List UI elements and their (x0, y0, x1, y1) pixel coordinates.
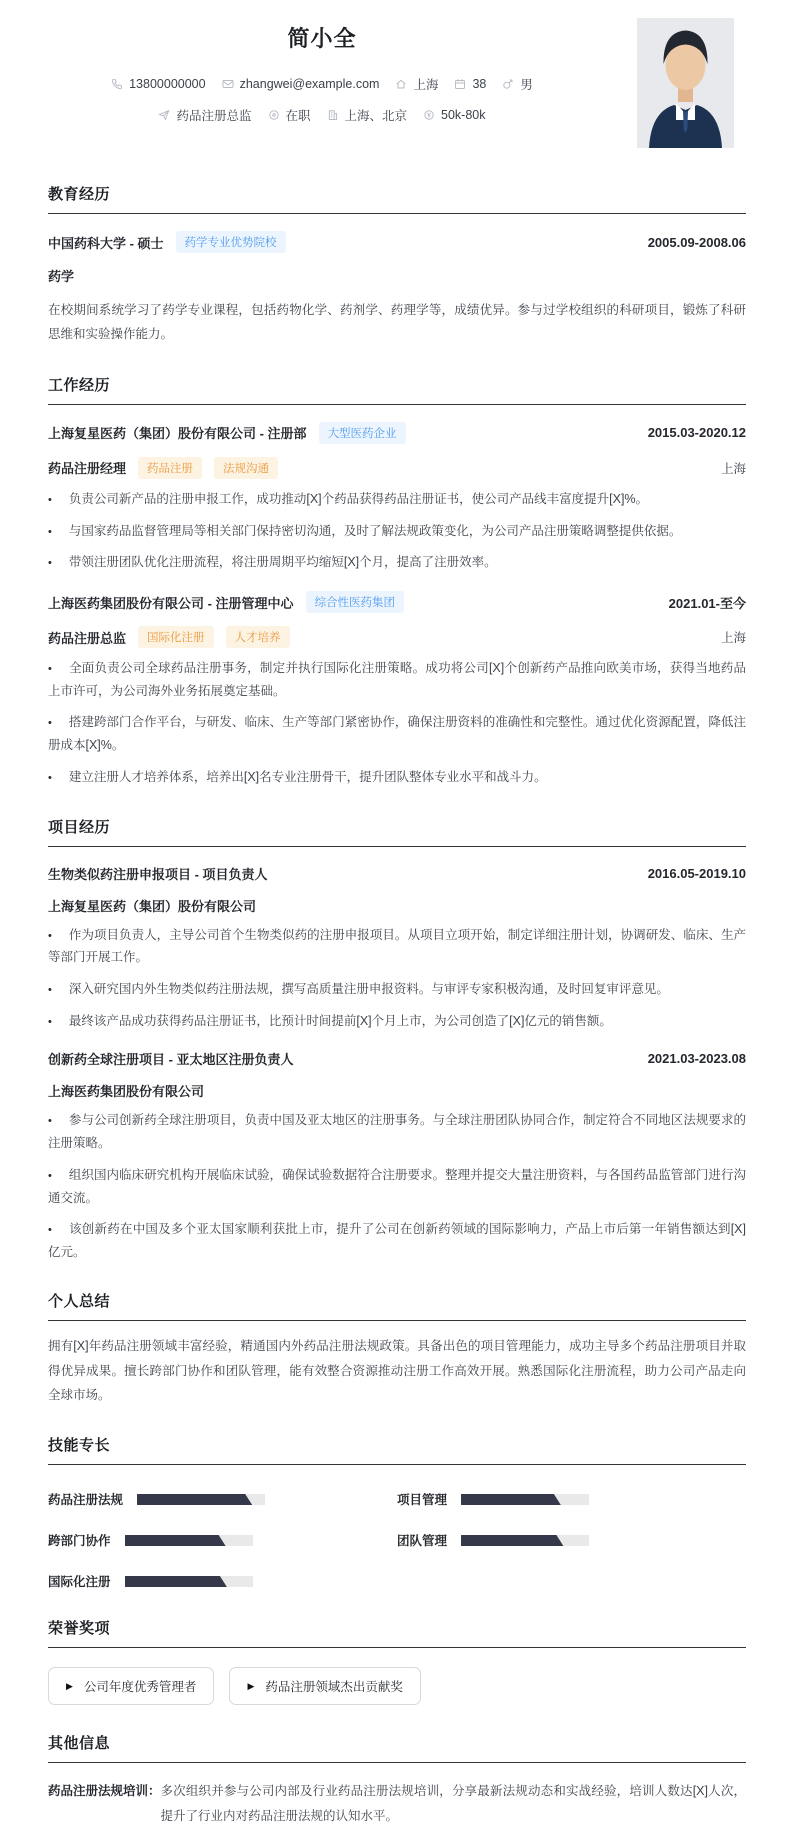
position-icon (158, 109, 170, 121)
bullet-dot-icon: • (48, 663, 52, 676)
honor-chip (229, 1667, 420, 1705)
project-name: 创新药全球注册项目 - 亚太地区注册负责人 (48, 1052, 294, 1068)
work-bullet: • 建立注册人才培养体系，培养出[X]名专业注册骨干，提升团队整体专业水平和战斗力。 (48, 769, 547, 784)
company-name: 上海医药集团股份有限公司 - 注册管理中心 (48, 595, 294, 611)
project-item (48, 864, 746, 1033)
other-label: 药品注册法规培训： (48, 1784, 161, 1799)
salary-value: 50k-80k (441, 108, 486, 122)
skills-right-column (397, 1467, 746, 1590)
work-bullet: • 带领注册团队优化注册流程，将注册周期平均缩短[X]个月，提高了注册效率。 (48, 555, 497, 570)
company-badge: 综合性医药集团 (306, 591, 405, 613)
work-bullet: • 搭建跨部门合作平台，与研发、临床、生产等部门紧密协作，确保注册资料的准确性和完整性。通过优化资源配置，降低注册成本[X]%。 (48, 715, 746, 753)
bullet-dot-icon: • (48, 493, 52, 506)
age-value: 38 (472, 77, 487, 91)
profile-photo (637, 18, 734, 148)
bullet-dot-icon: • (48, 1115, 52, 1128)
position-value: 药品注册总监 (176, 109, 252, 123)
skill-bar-fill (137, 1494, 252, 1505)
phone-icon (111, 78, 123, 90)
education-title: 教育经历 (48, 183, 746, 214)
contact-gender (502, 75, 533, 93)
projects-title: 项目经历 (48, 816, 746, 847)
contact-row-1 (48, 75, 596, 93)
bullet-dot-icon: • (48, 1015, 52, 1028)
bullet-dot-icon: • (48, 983, 52, 996)
gender-value: 男 (520, 78, 533, 92)
skill-bar (461, 1494, 589, 1505)
job-role: 药品注册经理 (48, 461, 127, 477)
work-date: 2021.01-至今 (668, 595, 746, 611)
bullet-dot-icon: • (48, 1224, 52, 1237)
resume-header (48, 8, 746, 156)
skill-bar-fill (125, 1535, 226, 1546)
contact-target-cities (327, 106, 408, 124)
section-projects (48, 816, 746, 1264)
job-tag: 人才培养 (226, 626, 290, 648)
status-value: 在职 (285, 109, 311, 123)
skill-item (48, 1490, 397, 1508)
section-skills (48, 1434, 746, 1590)
work-bullet: • 负责公司新产品的注册申报工作，成功推动[X]个药品获得药品注册证书，使公司产品线丰富度提升[X]%。 (48, 491, 649, 506)
work-item (48, 591, 746, 788)
skills-left-column (48, 1467, 397, 1590)
project-bullet: • 深入研究国内外生物类似药注册法规，撰写高质量注册申报资料。与审评专家积极沟通，及时回复审评意见。 (48, 981, 669, 996)
school-name: 中国药科大学 - 硕士 (48, 235, 164, 251)
school-badge: 药学专业优势院校 (176, 231, 286, 253)
skill-label: 国际化注册 (48, 1575, 111, 1590)
work-bullet: • 全面负责公司全球药品注册事务，制定并执行国际化注册策略。成功将公司[X]个创新药产品推向欧美市场，获得当地药品上市许可，为公司海外业务拓展奠定基础。 (48, 661, 746, 698)
gender-icon (502, 78, 514, 90)
summary-title: 个人总结 (48, 1290, 746, 1321)
contact-position (158, 106, 251, 124)
bullet-dot-icon: • (48, 557, 52, 570)
project-company: 上海复星医药（集团）股份有限公司 (48, 898, 257, 914)
bullet-dot-icon: • (48, 717, 52, 730)
contact-email (222, 77, 380, 91)
skill-label: 药品注册法规 (48, 1493, 124, 1508)
salary-icon (423, 109, 435, 121)
project-bullet: • 参与公司创新药全球注册项目，负责中国及亚太地区的注册事务。与全球注册团队协同合作，制定符合不同地区法规要求的注册策略。 (48, 1113, 746, 1151)
other-title: 其他信息 (48, 1732, 746, 1763)
skill-bar (137, 1494, 265, 1505)
bullet-dot-icon: • (48, 1169, 52, 1182)
summary-text: 拥有[X]年药品注册领域丰富经验，精通国内外药品注册法规政策。具备出色的项目管理能力，成功主导多个药品注册项目并取得优异成果。擅长跨部门协作和团队管理，能有效整合资源推动注册工作高效开展。熟悉国际化注册流程，助力公司产品走向全球市场。 (48, 1339, 746, 1403)
skill-bar (125, 1576, 253, 1587)
skill-label: 项目管理 (397, 1493, 448, 1508)
skill-item (397, 1490, 746, 1508)
section-other (48, 1732, 746, 1828)
project-date: 2016.05-2019.10 (647, 865, 746, 881)
project-bullet: • 该创新药在中国及多个亚太国家顺利获批上市，提升了公司在创新药领域的国际影响力，产品上市后第一年销售额达到[X]亿元。 (48, 1222, 746, 1259)
skill-bar-fill (461, 1494, 561, 1505)
candidate-name: 简小全 (287, 26, 357, 51)
skill-label: 团队管理 (397, 1534, 448, 1549)
other-text: 多次组织并参与公司内部及行业药品注册法规培训，分享最新法规动态和实战经验，培训人数达[X]人次，提升了行业内对药品注册法规的认知水平。 (160, 1784, 746, 1823)
play-triangle-icon: ▶ (66, 1680, 73, 1691)
building-icon (327, 109, 339, 121)
education-major: 药学 (48, 269, 75, 284)
skill-item (397, 1531, 746, 1549)
honor-chip (48, 1667, 214, 1705)
profile-photo-illustration (637, 18, 734, 148)
contact-status (268, 106, 311, 124)
skill-bar (125, 1535, 253, 1546)
email-value: zhangwei@example.com (239, 77, 380, 91)
age-icon (454, 78, 466, 90)
city-value: 上海 (413, 78, 439, 92)
job-tag: 国际化注册 (138, 626, 214, 648)
honor-label: 公司年度优秀管理者 (83, 1680, 197, 1695)
bullet-dot-icon: • (48, 929, 52, 942)
bullet-dot-icon: • (48, 771, 52, 784)
job-location: 上海 (720, 461, 746, 476)
skills-title: 技能专长 (48, 1434, 746, 1465)
skill-bar (461, 1535, 589, 1546)
honor-label: 药品注册领域杰出贡献奖 (265, 1680, 403, 1695)
home-icon (395, 78, 407, 90)
project-item (48, 1049, 746, 1263)
skill-bar-fill (125, 1576, 227, 1587)
job-tag: 药品注册 (138, 457, 202, 479)
honors-title: 荣誉奖项 (48, 1617, 746, 1648)
bullet-dot-icon: • (48, 525, 52, 538)
contact-phone (111, 77, 205, 91)
education-desc: 在校期间系统学习了药学专业课程，包括药物化学、药剂学、药理学等，成绩优异。参与过学校组织的科研项目，锻炼了科研思维和实验操作能力。 (48, 303, 746, 342)
contact-age (454, 77, 486, 91)
skill-bar-fill (461, 1535, 563, 1546)
project-bullet: • 最终该产品成功获得药品注册证书，比预计时间提前[X]个月上市，为公司创造了[X]亿元的销售额。 (48, 1013, 612, 1028)
company-badge: 大型医药企业 (319, 422, 406, 444)
section-honors (48, 1617, 746, 1705)
section-work (48, 374, 746, 789)
work-bullet: • 与国家药品监督管理局等相关部门保持密切沟通，及时了解法规政策变化，为公司产品注册策略调整提供依据。 (48, 523, 682, 538)
job-tag: 法规沟通 (214, 457, 278, 479)
target-cities-value: 上海、北京 (344, 109, 408, 123)
skill-item (48, 1572, 397, 1590)
phone-value: 13800000000 (129, 77, 206, 91)
project-bullet: • 作为项目负责人，主导公司首个生物类似药的注册申报项目。从项目立项开始，制定详细注册计划，协调研发、临床、生产等部门开展工作。 (48, 927, 746, 965)
work-date: 2015.03-2020.12 (647, 425, 746, 441)
education-date: 2005.09-2008.06 (647, 234, 746, 250)
job-role: 药品注册总监 (48, 630, 127, 646)
skill-label: 跨部门协作 (48, 1534, 111, 1549)
project-date: 2021.03-2023.08 (647, 1051, 746, 1067)
project-bullet: • 组织国内临床研究机构开展临床试验，确保试验数据符合注册要求。整理并提交大量注册资料，与各国药品监管部门进行沟通交流。 (48, 1167, 746, 1205)
section-summary (48, 1290, 746, 1407)
status-icon (268, 109, 280, 121)
contact-salary (423, 108, 485, 122)
header-left (48, 8, 596, 124)
contact-city (395, 75, 438, 93)
job-location: 上海 (720, 631, 746, 646)
contact-row-2 (48, 106, 596, 124)
project-name: 生物类似药注册申报项目 - 项目负责人 (48, 866, 268, 882)
section-education (48, 183, 746, 347)
project-company: 上海医药集团股份有限公司 (48, 1084, 205, 1100)
play-triangle-icon: ▶ (247, 1680, 255, 1691)
work-item (48, 422, 746, 574)
email-icon (222, 78, 234, 90)
skill-item (48, 1531, 397, 1549)
company-name: 上海复星医药（集团）股份有限公司 - 注册部 (48, 426, 307, 442)
work-title: 工作经历 (48, 374, 746, 405)
